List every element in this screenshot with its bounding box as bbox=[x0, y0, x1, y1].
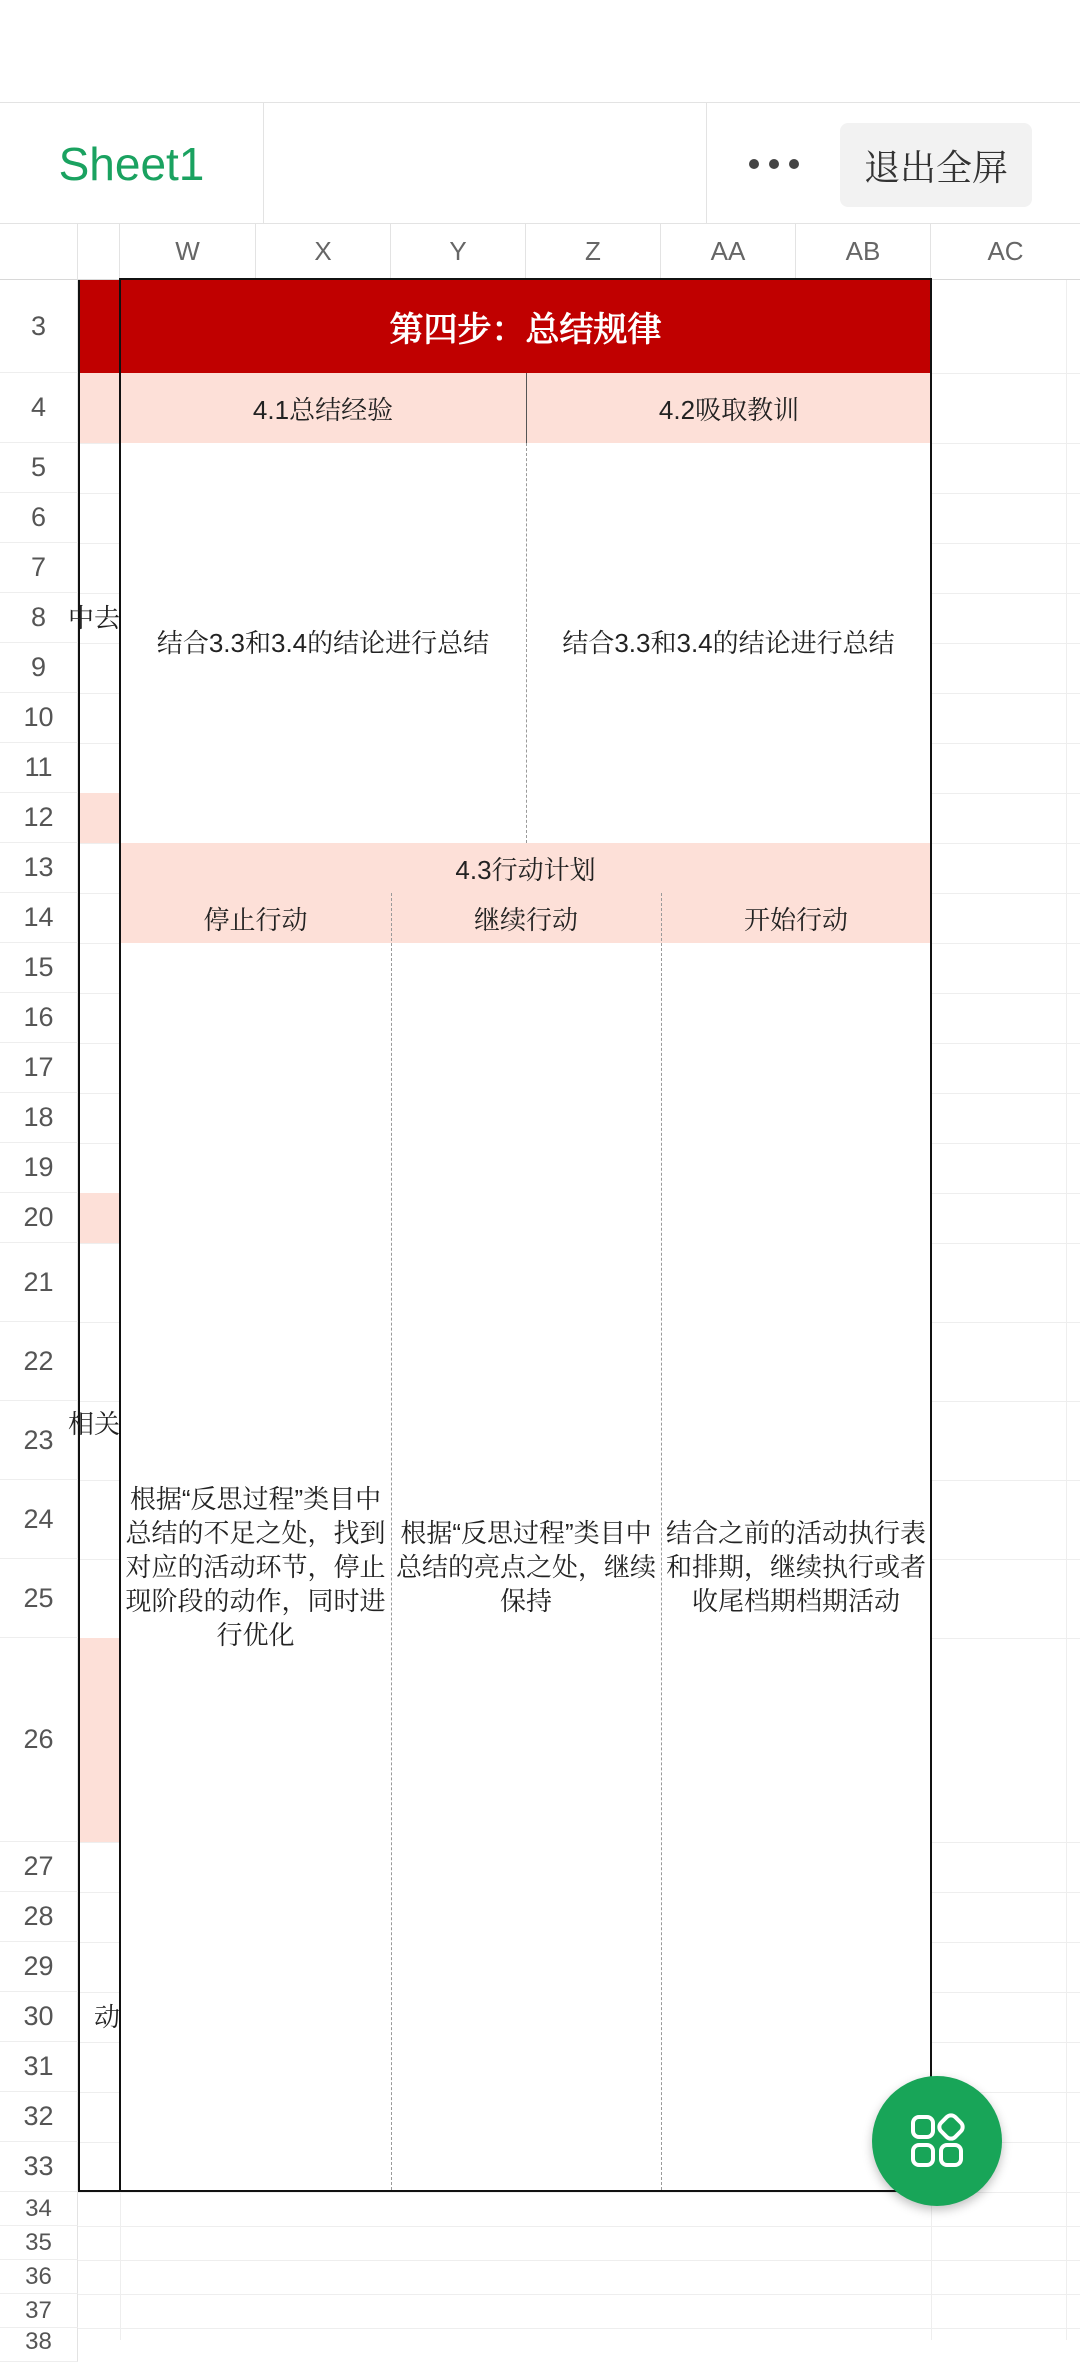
row-header[interactable]: 25 bbox=[0, 1559, 78, 1638]
column-header-x[interactable]: X bbox=[256, 224, 391, 280]
more-options-button[interactable] bbox=[736, 103, 812, 224]
row-header[interactable]: 37 bbox=[0, 2294, 78, 2328]
row-header[interactable]: 24 bbox=[0, 1480, 78, 1559]
action-header-stop[interactable]: 停止行动 bbox=[120, 893, 391, 943]
row-header[interactable]: 4 bbox=[0, 373, 78, 443]
partial-header-cell bbox=[78, 373, 120, 443]
row-header[interactable]: 36 bbox=[0, 2260, 78, 2294]
row-header[interactable]: 26 bbox=[0, 1638, 78, 1842]
row-header[interactable]: 13 bbox=[0, 843, 78, 893]
column-header-ab[interactable]: AB bbox=[796, 224, 931, 280]
row-header[interactable]: 34 bbox=[0, 2192, 78, 2226]
row-header[interactable]: 18 bbox=[0, 1093, 78, 1143]
grid-line bbox=[1066, 280, 1067, 2340]
partial-header-cell bbox=[78, 1638, 120, 1842]
row-header[interactable]: 22 bbox=[0, 1322, 78, 1401]
partial-border bbox=[78, 2190, 120, 2192]
select-all-corner[interactable] bbox=[0, 224, 78, 280]
section-header-4-1[interactable]: 4.1总结经验 bbox=[120, 373, 526, 443]
table-border bbox=[119, 278, 932, 2192]
row-header[interactable]: 8 bbox=[0, 593, 78, 643]
row-header[interactable]: 6 bbox=[0, 493, 78, 543]
partial-header-cell bbox=[78, 1193, 120, 1243]
column-header-ac[interactable]: AC bbox=[931, 224, 1080, 280]
row-header[interactable]: 11 bbox=[0, 743, 78, 793]
partial-header-cell bbox=[78, 793, 120, 843]
column-header-z[interactable]: Z bbox=[526, 224, 661, 280]
action-continue-cell[interactable]: 根据“反思过程”类目中总结的亮点之处，继续保持 bbox=[391, 943, 661, 2190]
row-header[interactable]: 30 bbox=[0, 1992, 78, 2042]
row-header[interactable]: 33 bbox=[0, 2142, 78, 2192]
column-header-w[interactable]: W bbox=[120, 224, 256, 280]
action-header-start[interactable]: 开始行动 bbox=[661, 893, 931, 943]
row-header[interactable]: 17 bbox=[0, 1043, 78, 1093]
row-header[interactable]: 31 bbox=[0, 2042, 78, 2092]
partial-cell-text: 相关 bbox=[67, 1409, 120, 1439]
exit-fullscreen-button[interactable]: 退出全屏 bbox=[840, 123, 1032, 207]
column-header-aa[interactable]: AA bbox=[661, 224, 796, 280]
section-header-4-2[interactable]: 4.2吸取教训 bbox=[526, 373, 931, 443]
row-header[interactable]: 7 bbox=[0, 543, 78, 593]
grid-line bbox=[78, 2260, 1080, 2261]
row-header[interactable]: 27 bbox=[0, 1842, 78, 1892]
action-stop-cell[interactable]: 根据“反思过程”类目中总结的不足之处，找到对应的活动环节，停止现阶段的动作，同时进行优化 bbox=[120, 943, 391, 2190]
column-header-partial[interactable] bbox=[78, 224, 120, 280]
section-header-4-3[interactable]: 4.3行动计划 bbox=[120, 843, 931, 893]
row-header[interactable]: 10 bbox=[0, 693, 78, 743]
row-header[interactable]: 9 bbox=[0, 643, 78, 693]
action-start-cell[interactable]: 结合之前的活动执行表和排期，继续执行或者收尾档期档期活动 bbox=[661, 943, 931, 2190]
table-title[interactable]: 第四步：总结规律 bbox=[120, 280, 931, 373]
column-header-y[interactable]: Y bbox=[391, 224, 526, 280]
action-header-continue[interactable]: 继续行动 bbox=[391, 893, 661, 943]
sheet-tab[interactable]: Sheet1 bbox=[0, 103, 264, 224]
apps-grid-icon bbox=[907, 2111, 967, 2171]
grid-line bbox=[78, 2226, 1080, 2227]
row-header[interactable]: 32 bbox=[0, 2092, 78, 2142]
row-header[interactable]: 19 bbox=[0, 1143, 78, 1193]
summary-cell-4-2[interactable]: 结合3.3和3.4的结论进行总结 bbox=[526, 443, 931, 843]
row-header[interactable]: 16 bbox=[0, 993, 78, 1043]
row-header[interactable]: 35 bbox=[0, 2226, 78, 2260]
row-header[interactable]: 20 bbox=[0, 1193, 78, 1243]
row-header[interactable]: 3 bbox=[0, 280, 78, 373]
summary-cell-4-1[interactable]: 结合3.3和3.4的结论进行总结 bbox=[120, 443, 526, 843]
more-dots-icon bbox=[769, 159, 779, 169]
row-header[interactable]: 5 bbox=[0, 443, 78, 493]
partial-border bbox=[78, 280, 80, 2192]
row-header[interactable]: 28 bbox=[0, 1892, 78, 1942]
partial-title-cell bbox=[78, 280, 120, 373]
more-dots-icon bbox=[789, 159, 799, 169]
grid-line bbox=[78, 2328, 1080, 2329]
toolbar-divider bbox=[706, 103, 707, 224]
row-header[interactable]: 12 bbox=[0, 793, 78, 843]
row-header[interactable]: 23 bbox=[0, 1401, 78, 1480]
row-header[interactable]: 14 bbox=[0, 893, 78, 943]
sheet-toolbar bbox=[0, 102, 1080, 224]
partial-cell-text: 中去 bbox=[67, 603, 120, 633]
row-header[interactable]: 29 bbox=[0, 1942, 78, 1992]
row-header[interactable]: 38 bbox=[0, 2328, 78, 2362]
row-header[interactable]: 21 bbox=[0, 1243, 78, 1322]
more-dots-icon bbox=[749, 159, 759, 169]
row-header[interactable]: 15 bbox=[0, 943, 78, 993]
grid-line bbox=[78, 2294, 1080, 2295]
partial-cell-text: 动 bbox=[93, 2002, 120, 2032]
apps-fab-button[interactable] bbox=[872, 2076, 1002, 2206]
